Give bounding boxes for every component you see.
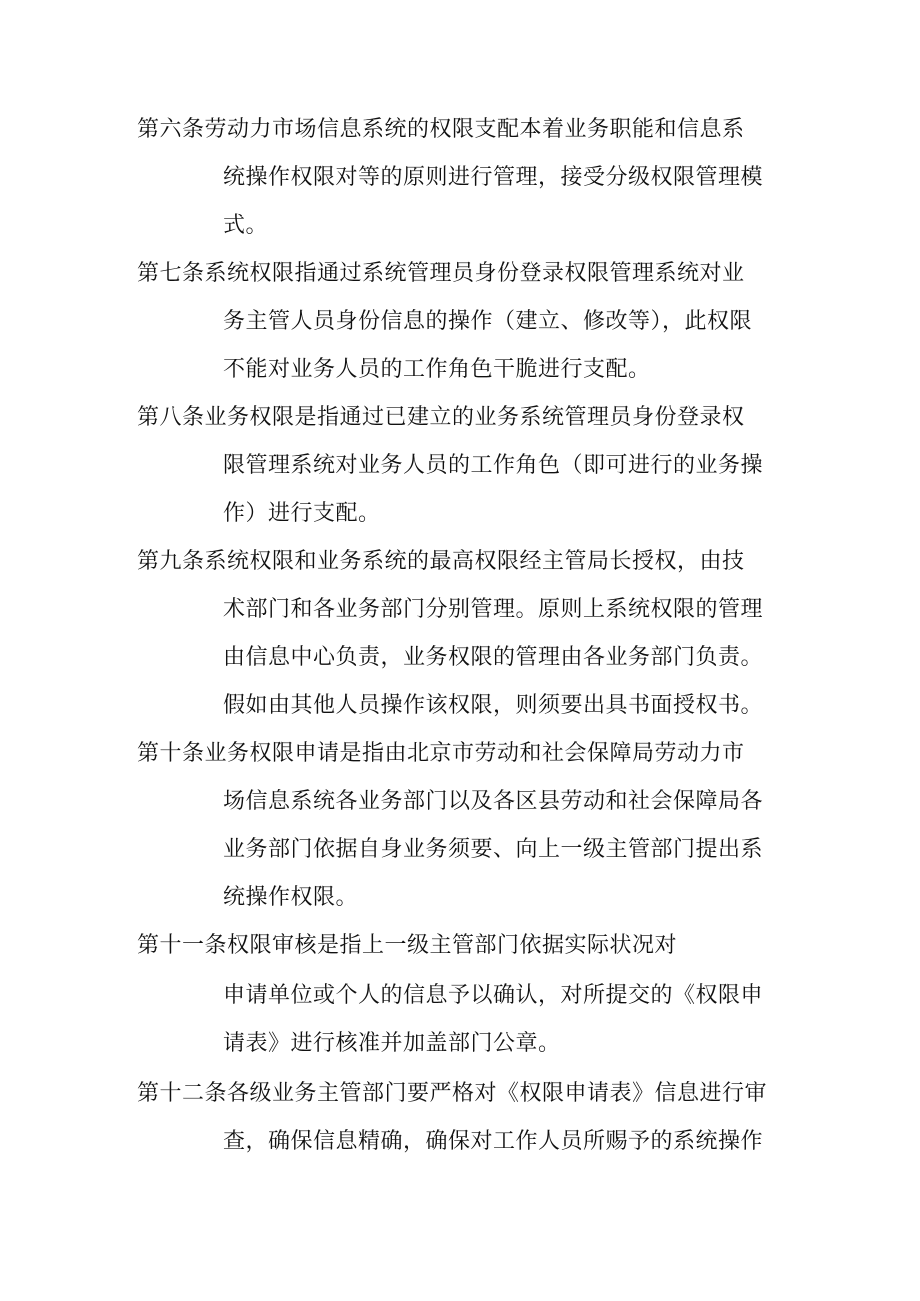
article-line: 假如由其他人员操作该权限，则须要出具书面授权书。 <box>223 693 764 718</box>
article-line: 申请单位或个人的信息予以确认，对所提交的《权限申 <box>223 983 764 1008</box>
article-line: 第八条业务权限是指通过已建立的业务系统管理员身份登录权 <box>137 405 745 430</box>
article-line: 第九条系统权限和业务系统的最高权限经主管局长授权，由技 <box>137 549 745 574</box>
article-line: 查，确保信息精确，确保对工作人员所赐予的系统操作 <box>223 1129 764 1154</box>
article-line: 第十二条各级业务主管部门要严格对《权限申请表》信息进行审 <box>137 1081 768 1106</box>
article-line: 场信息系统各业务部门以及各区县劳动和社会保障局各 <box>223 789 764 814</box>
article-line: 不能对业务人员的工作角色干脆进行支配。 <box>223 357 651 382</box>
article-line: 统操作权限对等的原则进行管理，接受分级权限管理模 <box>223 165 764 190</box>
article-line: 第十一条权限审核是指上一级主管部门依据实际状况对 <box>137 933 678 958</box>
article-line: 统操作权限。 <box>223 885 359 910</box>
article-line: 式。 <box>223 213 269 238</box>
article-line: 请表》进行核准并加盖部门公章。 <box>223 1031 561 1056</box>
article-line: 业务部门依据自身业务须要、向上一级主管部门提出系 <box>223 837 764 862</box>
article-line: 务主管人员身份信息的操作（建立、修改等），此权限 <box>223 309 753 334</box>
article-line: 由信息中心负责，业务权限的管理由各业务部门负责。 <box>223 645 764 670</box>
article-line: 第十条业务权限申请是指由北京市劳动和社会保障局劳动力市 <box>137 741 745 766</box>
article-line: 第七条系统权限指通过系统管理员身份登录权限管理系统对业 <box>137 261 745 286</box>
article-line: 第六条劳动力市场信息系统的权限支配本着业务职能和信息系 <box>137 117 745 142</box>
article-line: 作）进行支配。 <box>223 501 381 526</box>
article-line: 限管理系统对业务人员的工作角色（即可进行的业务操 <box>223 453 764 478</box>
article-line: 术部门和各业务部门分别管理。原则上系统权限的管理 <box>223 597 764 622</box>
